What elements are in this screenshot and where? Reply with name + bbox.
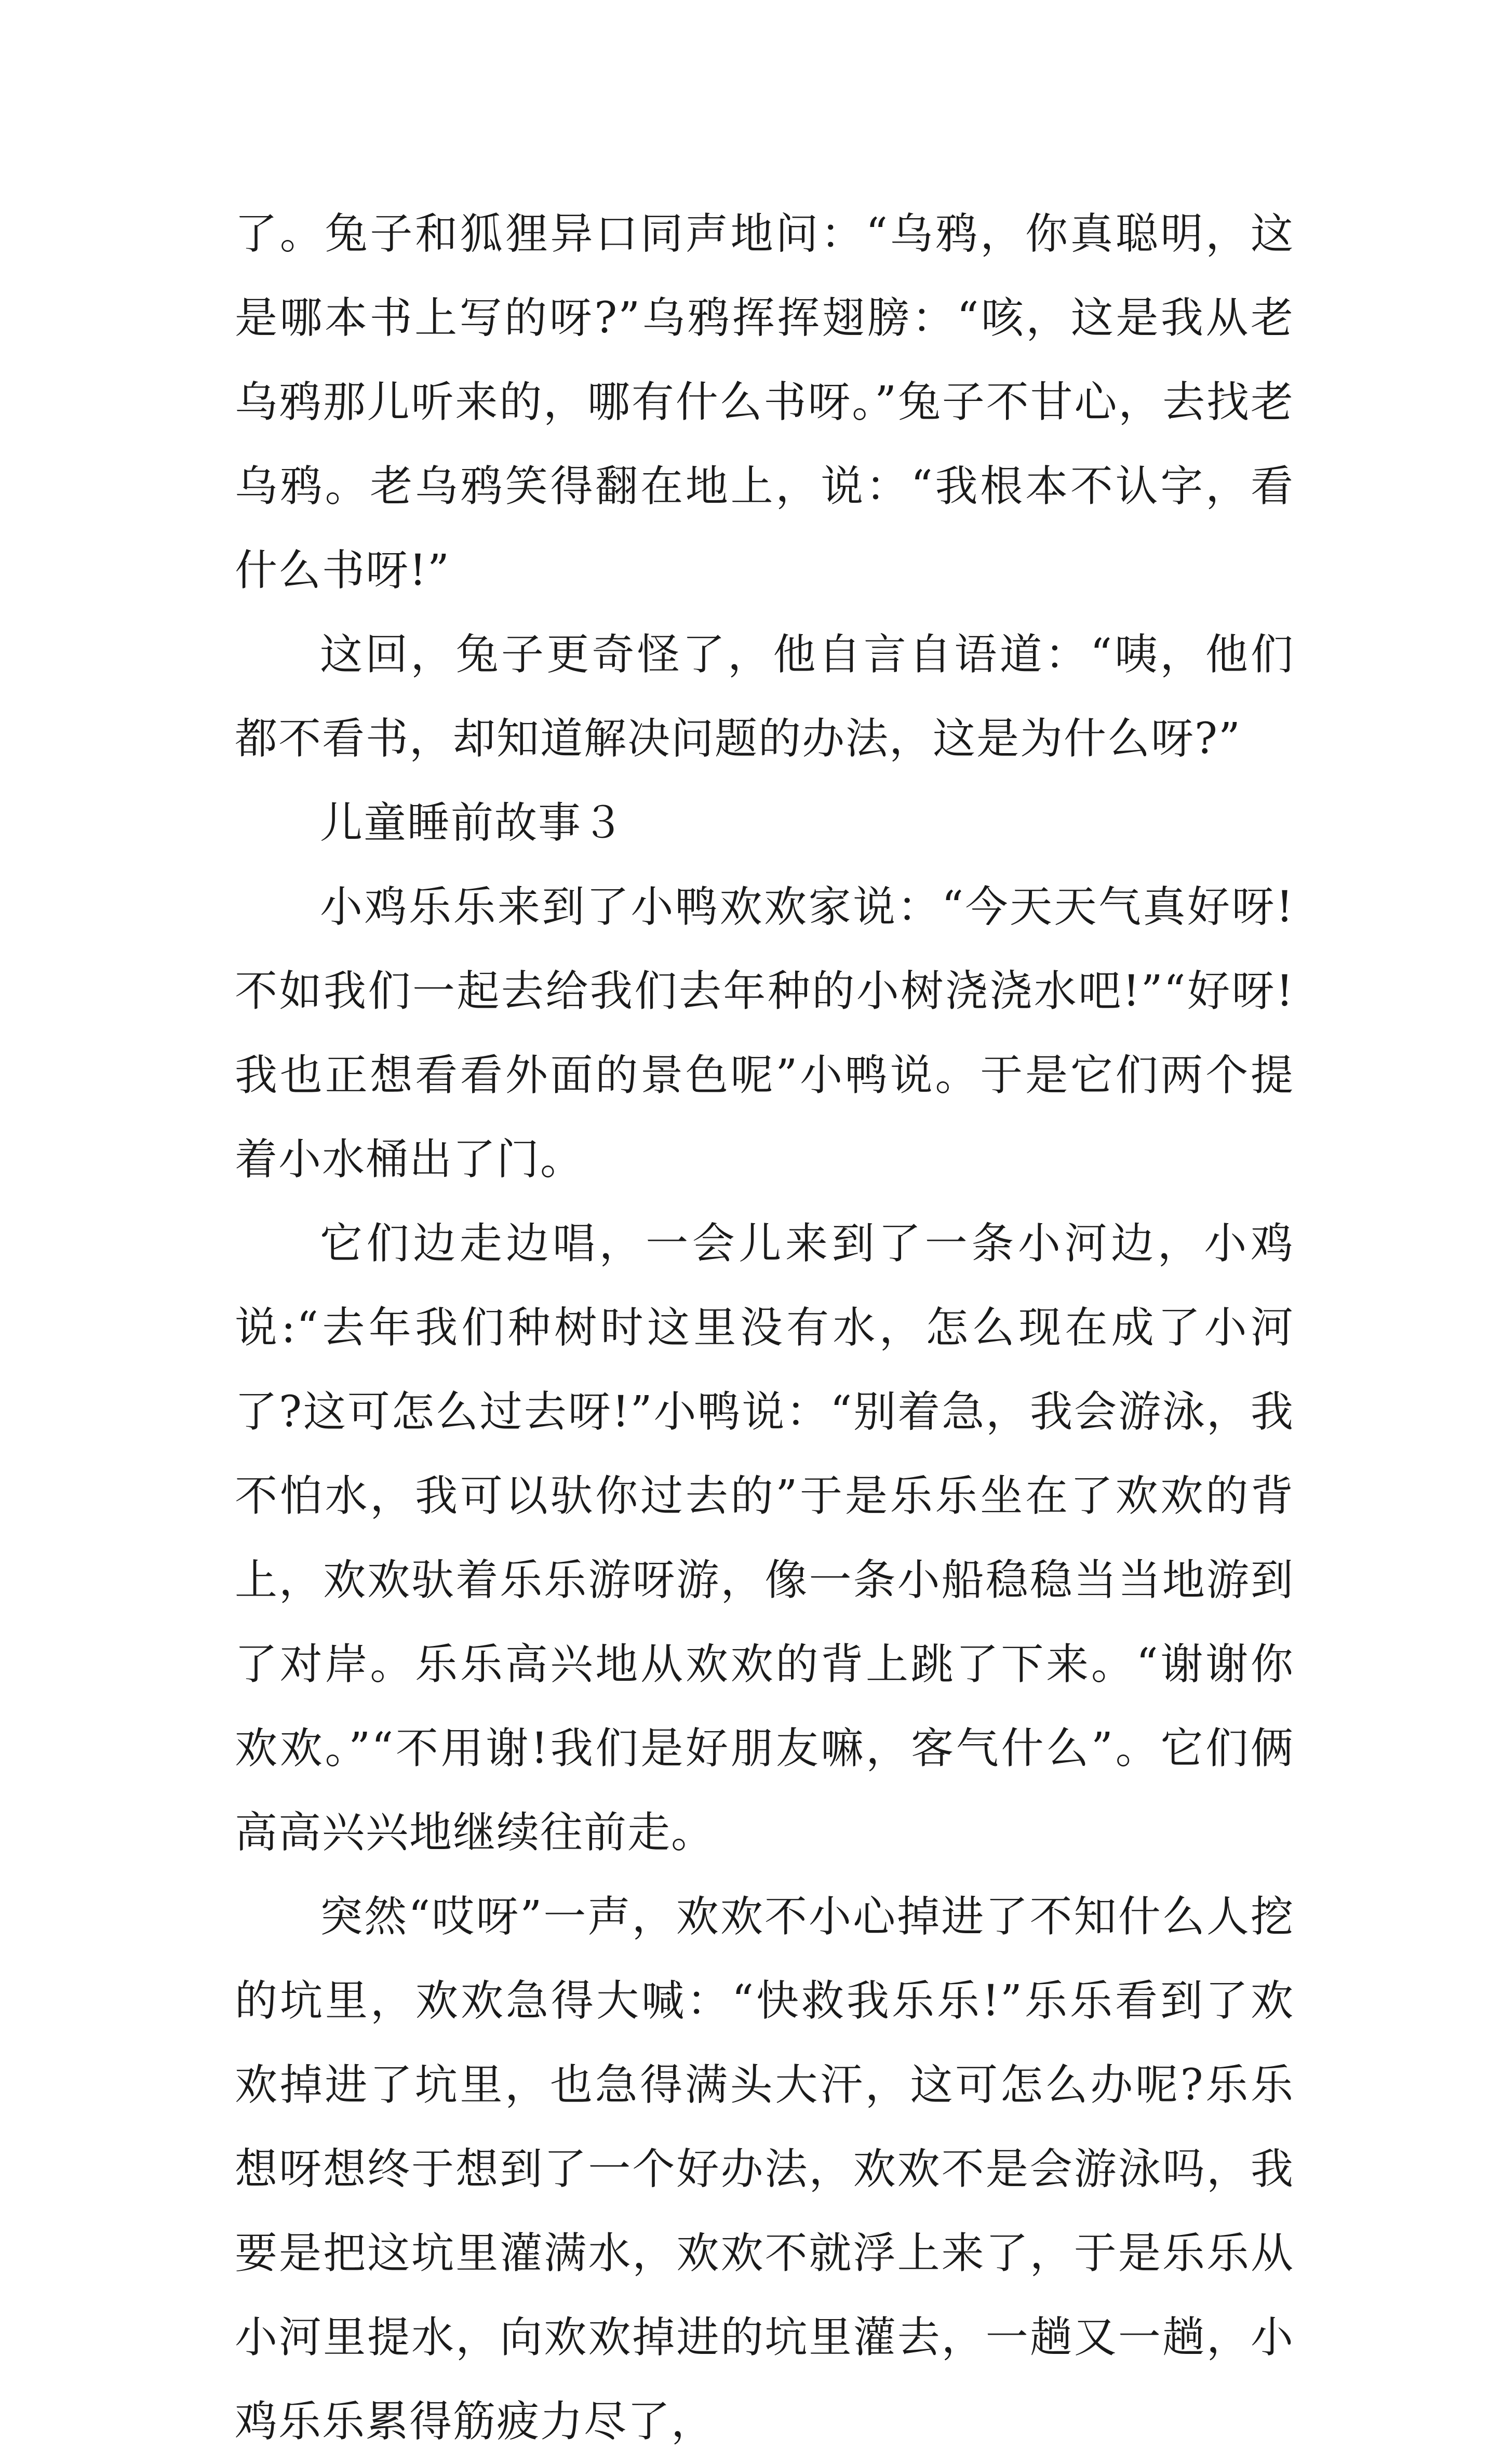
- paragraph: 它们边走边唱，一会儿来到了一条小河边，小鸡说:“去年我们种树时这里没有水，怎么现在成了小河了?这可怎么过去呀!”小鸭说：“别着急，我会游泳，我不怕水，我可以驮你过去的”于是乐乐坐在了欢欢的背上，欢欢驮着乐乐游呀游，像一条小船稳稳当当地游到了对岸。乐乐高兴地从欢欢的背上跳了下来。“谢谢你欢欢。”“不用谢!我们是好朋友嘛，客气什么”。它们俩高高兴兴地继续往前走。: [235, 1219, 1294, 1857]
- paragraph: 这回，兔子更奇怪了，他自言自语道：“咦，他们都不看书，却知道解决问题的办法，这是为什么呀?”: [235, 630, 1294, 764]
- paragraph: 小鸡乐乐来到了小鸭欢欢家说：“今天天气真好呀!不如我们一起去给我们去年种的小树浇浇水吧!”“好呀!我也正想看看外面的景色呢”小鸭说。于是它们两个提着小水桶出了门。: [235, 882, 1294, 1184]
- document-body: [235, 192, 1294, 2464]
- section-heading: 儿童睡前故事３: [320, 798, 626, 848]
- paragraph: 突然“哎呀”一声，欢欢不小心掉进了不知什么人挖的坑里，欢欢急得大喊：“快救我乐乐!”乐乐看到了欢欢掉进了坑里，也急得满头大汗，这可怎么办呢?乐乐想呀想终于想到了一个好办法，欢欢不是会游泳吗，我要是把这坑里灌满水，欢欢不就浮上来了，于是乐乐从小河里提水，向欢欢掉进的坑里灌去，一趟又一趟，小鸡乐乐累得筋疲力尽了，: [235, 1892, 1294, 2446]
- paragraph: 了。兔子和狐狸异口同声地问：“乌鸦，你真聪明，这是哪本书上写的呀?”乌鸦挥挥翅膀：“咳，这是我从老乌鸦那儿听来的，哪有什么书呀。”兔子不甘心，去找老乌鸦。老乌鸦笑得翻在地上，说：“我根本不认字，看什么书呀!”: [235, 209, 1294, 595]
